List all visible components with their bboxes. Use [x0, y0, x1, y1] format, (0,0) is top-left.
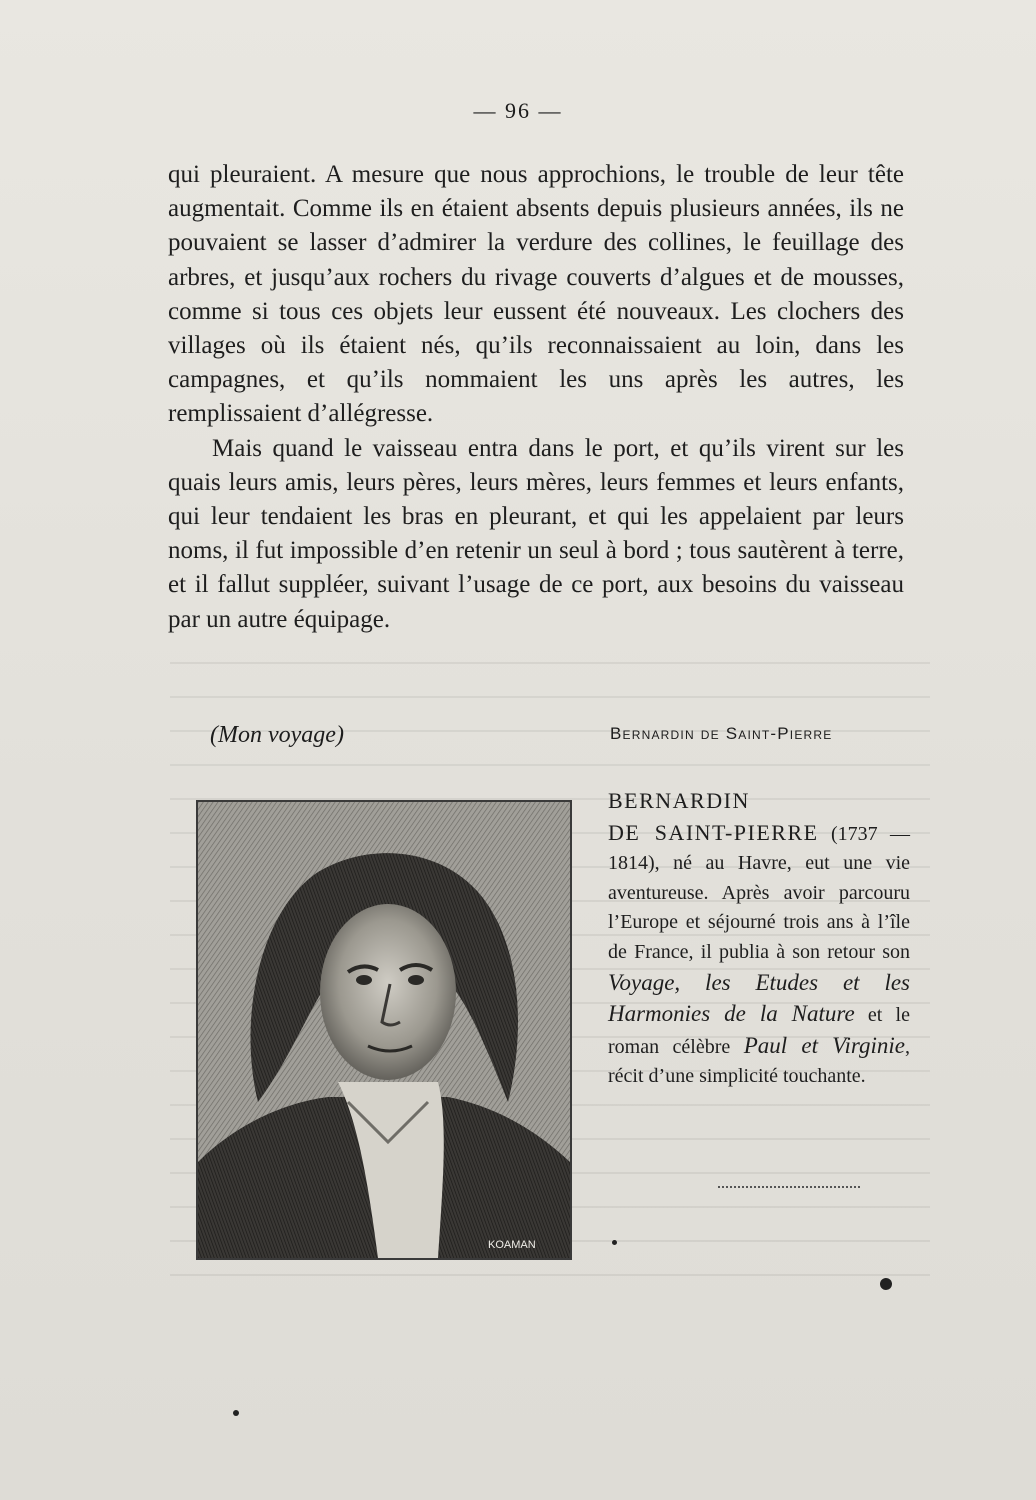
bio-text-b: et le roman célèbre: [608, 1004, 910, 1058]
ink-speck: [233, 1410, 239, 1416]
author-portrait: [196, 800, 572, 1260]
bio-name-line1: BERNARDIN: [608, 788, 750, 813]
bio-text-a: (1737 —1814), né au Havre, eut une vie aventureuse. Après avoir parcouru l’Europe et séjourné trois ans à l’île de France, il publia à son retour son: [608, 822, 910, 963]
bio-novel-title: Paul et Virginie: [743, 1032, 905, 1058]
paragraph-1: qui pleuraient. A mesure que nous approchions, le trouble de leur tête augmentait. Comme ils en étaient absents depuis plusieurs années, ils ne pouvaient se lasser d’admirer la verdure des collines, le feuillage des arbres, et jusqu’aux rochers du rivage couverts d’algues et de mousses, comme si tous ces objets leur eussent été nouveaux. Les clochers des villages où ils étaient nés, qu’ils reconnaissaient au loin, dans les campagnes, et qu’ils nommaient les uns après les autres, les remplissaient d’allégresse.: [168, 161, 904, 428]
author-signature: Bernardin de Saint-Pierre: [610, 724, 833, 743]
paragraph-2: Mais quand le vaisseau entra dans le port, et qu’ils virent sur les quais leurs amis, leurs pères, leurs mères, leurs femmes et leurs enfants, qui leur tendaient les bras en pleurant, et qui les appelaient par leurs noms, il fut impossible d’en retenir un seul à bord ; tous sautèrent à terre, et il fallut suppléer, suivant l’usage de ce port, aux besoins du vaisseau par un autre équipage.: [168, 434, 904, 633]
page-number: — 96 —: [473, 98, 563, 123]
bio-name-line2: DE SAINT-PIERRE: [608, 819, 819, 845]
author-biography: [608, 786, 910, 1092]
source-title: (Mon voyage): [210, 722, 344, 748]
main-text: [168, 158, 904, 637]
bio-works-title: Voyage, les Etudes et les Harmonies de la Nature: [608, 969, 910, 1027]
ink-speck: [612, 1240, 617, 1245]
dotted-separator: [718, 1186, 860, 1188]
bio-text-c: , récit d’une simplicité touchante.: [608, 1035, 910, 1088]
portrait-engraving-image: [198, 802, 570, 1258]
engraver-mark: KOAMAN: [488, 1239, 536, 1251]
ink-speck: [880, 1278, 892, 1290]
